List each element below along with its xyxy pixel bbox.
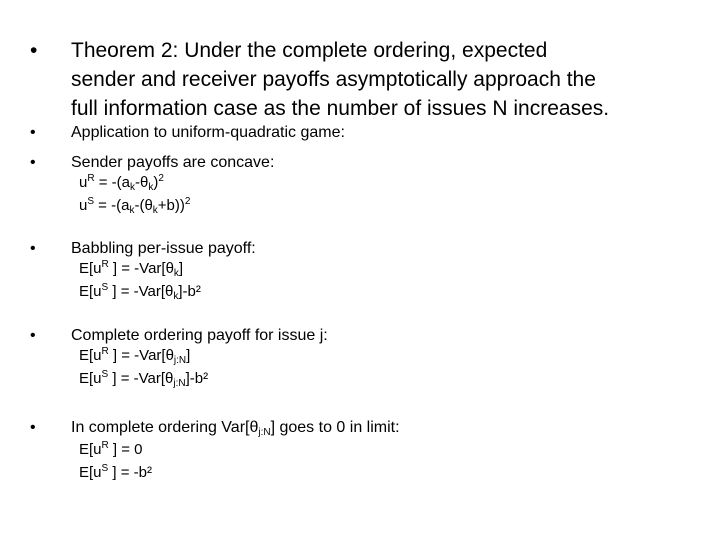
bullet-marker: • — [30, 154, 36, 171]
theorem-line-1: Theorem 2: Under the complete ordering, expected — [71, 39, 548, 62]
babbling-receiver-eq: $E[u^R$ ] = $-Var[\theta_k]$ — [79, 259, 184, 279]
theorem-line-2: sender and receiver payoffs asymptotically approach the — [71, 68, 596, 91]
bullet-marker: • — [30, 39, 38, 62]
bullet-marker: • — [30, 124, 36, 141]
bullet-marker: • — [30, 419, 36, 436]
babbling-sender-eq: $E[u^S$ ] = $-Var[\theta_k]-b^2$ — [79, 282, 201, 302]
theorem-line-3: full information case as the number of issues N increases. — [71, 97, 610, 120]
limit-text: In complete ordering $Var[\theta_{j:N}]$ goes to 0 in limit: — [71, 419, 400, 438]
babbling-text: Babbling per-issue payoff: — [71, 240, 256, 257]
ordering-sender-eq: $E[u^S$ ] = $-Var[\theta_{j:N}]-b^2$ — [79, 369, 209, 389]
application-text: Application to uniform-quadratic game: — [71, 124, 345, 141]
limit-receiver-eq: $E[u^R$ ] = 0 — [79, 440, 143, 458]
bullet-marker: • — [30, 327, 36, 344]
equation-uS: $u^S = -(a_k-(\theta_k+b))^2$ — [79, 196, 191, 216]
ordering-receiver-eq: $E[u^R$ ] = $-Var[\theta_{j:N}]$ — [79, 346, 191, 366]
theorem-bullet-item — [30, 36, 710, 126]
theorem-text — [71, 36, 711, 123]
equation-uR: $u^R = -(a_k-\theta_k)^2$ — [79, 173, 164, 193]
bullet-marker: • — [30, 240, 36, 257]
sender-payoffs-text: Sender payoffs are concave: — [71, 154, 275, 171]
limit-sender-eq: $E[u^S$ ] = -b² — [79, 463, 152, 481]
complete-ordering-text: Complete ordering payoff for issue j: — [71, 327, 328, 344]
